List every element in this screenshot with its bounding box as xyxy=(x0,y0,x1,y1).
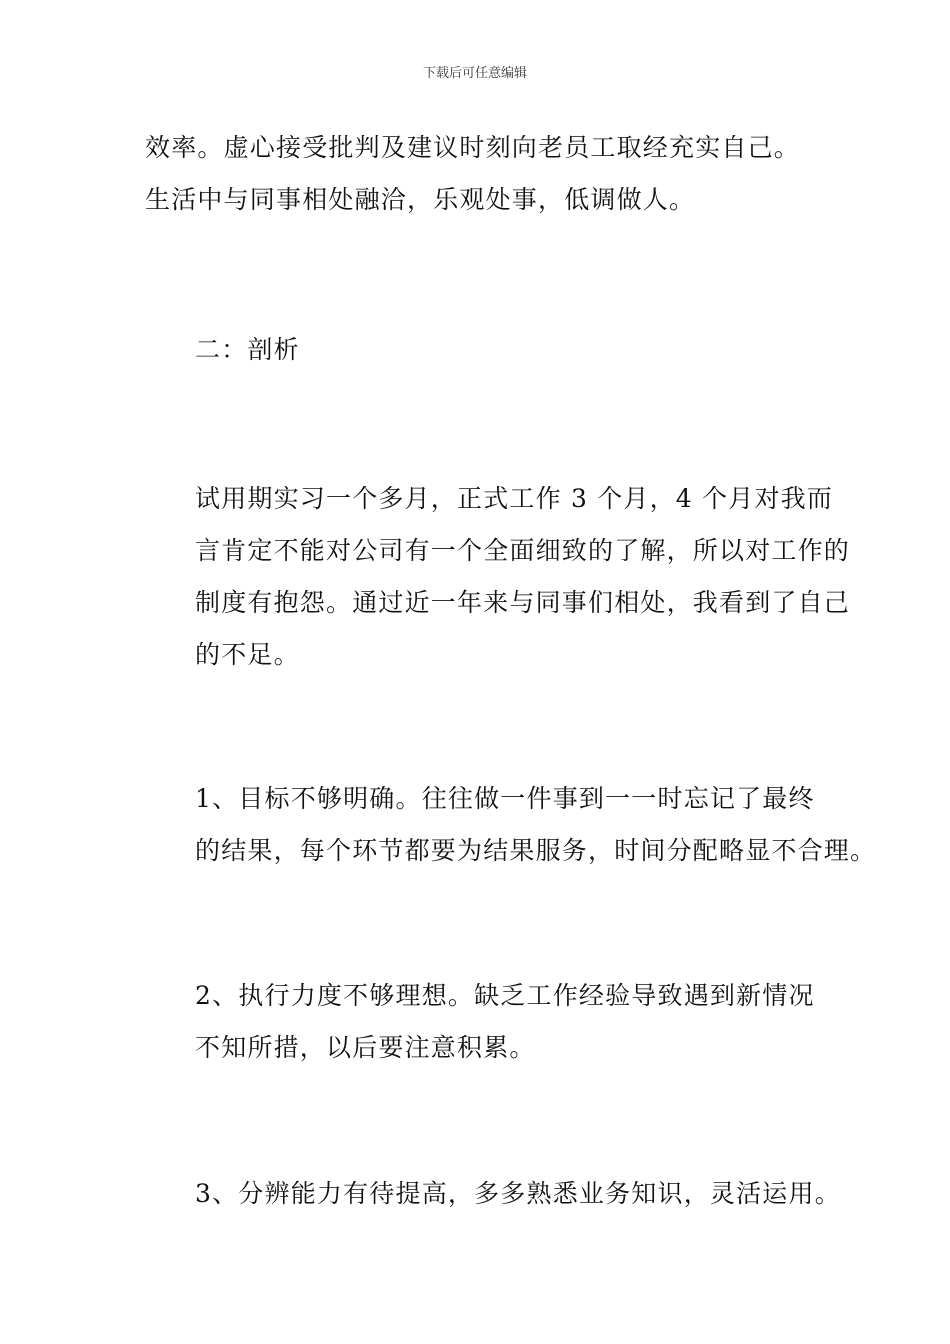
paragraph-line: 2、执行力度不够理想。缺乏工作经验导致遇到新情况 xyxy=(195,981,815,1010)
paragraph-efficiency xyxy=(145,122,813,226)
section-heading-text: 二：剖析 xyxy=(195,335,300,364)
paragraph-line: 不知所措，以后要注意积累。 xyxy=(195,1033,536,1062)
paragraph-line: 制度有抱怨。通过近一年来与同事们相处，我看到了自己 xyxy=(195,588,851,617)
paragraph-line: 生活中与同事相处融洽，乐观处事，低调做人。 xyxy=(145,185,696,214)
list-item-2 xyxy=(145,970,813,1074)
paragraph-line: 的结果，每个环节都要为结果服务，时间分配略显不合理。 xyxy=(195,836,877,865)
paragraph-probation xyxy=(145,473,851,681)
paragraph-line: 效率。虚心接受批判及建议时刻向老员工取经充实自己。 xyxy=(145,133,801,162)
paragraph-line: 言肯定不能对公司有一个全面细致的了解，所以对工作的 xyxy=(195,536,851,565)
list-item-3 xyxy=(145,1168,841,1220)
list-item-1 xyxy=(145,773,877,877)
paragraph-line: 3、分辨能力有待提高，多多熟悉业务知识，灵活运用。 xyxy=(195,1179,841,1208)
paragraph-line: 试用期实习一个多月，正式工作 3 个月，4 个月对我而 xyxy=(195,484,834,513)
paragraph-line: 的不足。 xyxy=(195,640,300,669)
section-heading-analysis xyxy=(145,324,813,376)
paragraph-line: 1、目标不够明确。往往做一件事到一一时忘记了最终 xyxy=(195,784,815,813)
page-header: 下载后可任意编辑 xyxy=(422,66,527,81)
